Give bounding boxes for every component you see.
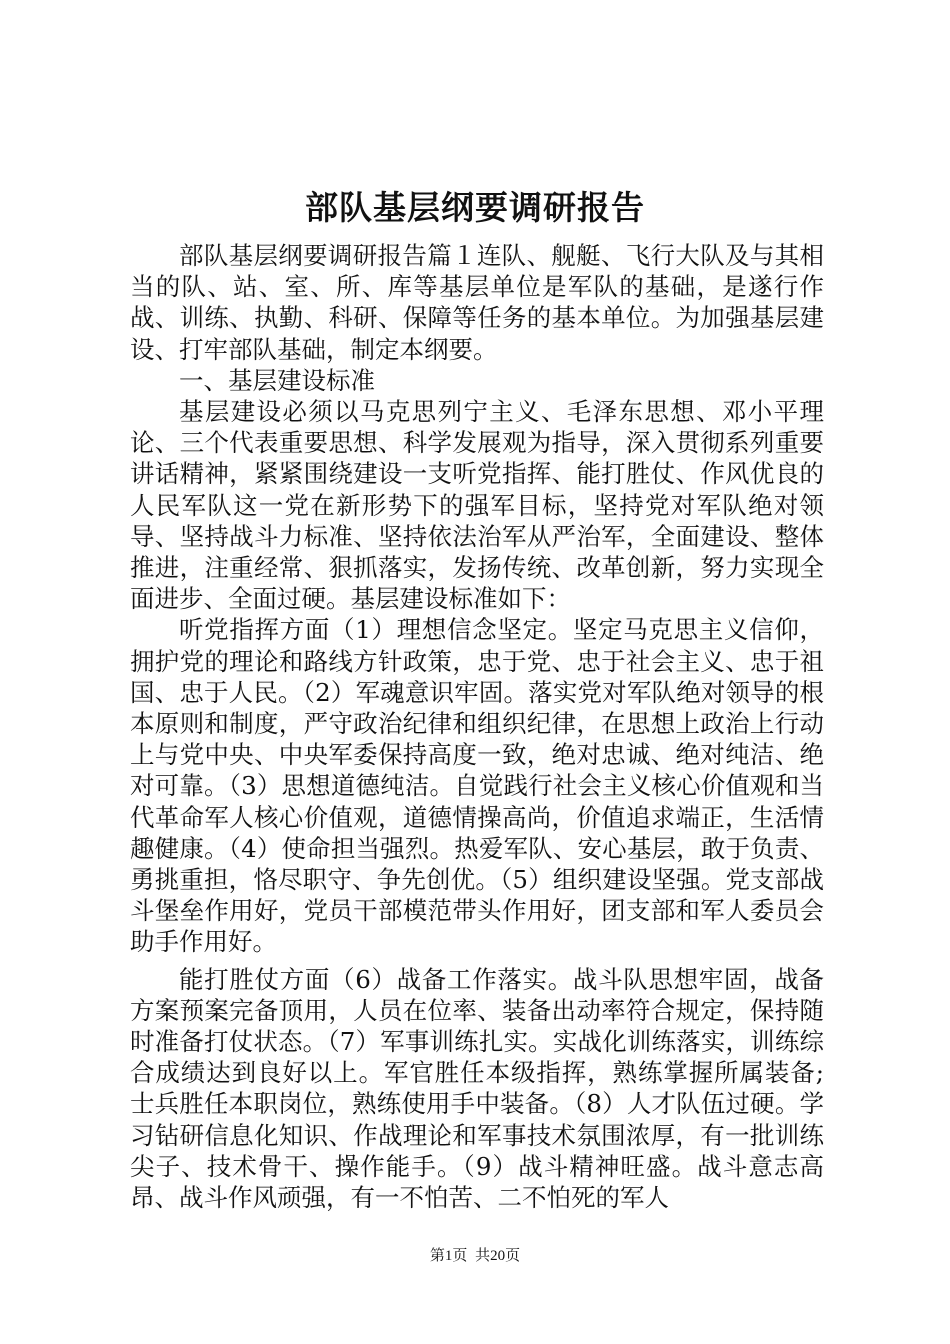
paragraph-party-command: 听党指挥方面（1）理想信念坚定。坚定马克思主义信仰，拥护党的理论和路线方针政策，忠于党、忠于社会主义、忠于祖国、忠于人民。（2）军魂意识牢固。落实党对军队绝对领导的根本原则和制度，严守政治纪律和组织纪律，在思想上政治上行动上与党中央、中央军委保持高度一致，绝对忠诚、绝对纯洁、绝对可靠。（3）思想道德纯洁。自觉践行社会主义核心价值观和当代革命军人核心价值观，道德情操高尚，价值追求端正，生活情趣健康。（4）使命担当强烈。热爱军队、安心基层，敢于负责、勇挑重担，恪尽职守、争先创优。（5）组织建设坚强。党支部战斗堡垒作用好，党员干部模范带头作用好，团支部和军人委员会助手作用好。 [130,615,824,957]
document-body [130,240,824,1213]
paragraph-guideline: 基层建设必须以马克思列宁主义、毛泽东思想、邓小平理论、三个代表重要思想、科学发展观为指导，深入贯彻系列重要讲话精神，紧紧围绕建设一支听党指挥、能打胜仗、作风优良的人民军队这一党在新形势下的强军目标，坚持党对军队绝对领导、坚持战斗力标准、坚持依法治军从严治军，全面建设、整体推进，注重经常、狠抓落实，发扬传统、改革创新，努力实现全面进步、全面过硬。基层建设标准如下： [130,397,824,614]
document-title: 部队基层纲要调研报告 [305,188,645,227]
page-number: 第1页 [429,1248,468,1264]
page-total: 共20页 [475,1248,521,1264]
section-heading: 一、基层建设标准 [179,365,375,395]
page-footer [0,1246,950,1266]
paragraph-intro: 部队基层纲要调研报告篇１连队、舰艇、飞行大队及与其相当的队、站、室、所、库等基层单位是军队的基础，是遂行作战、训练、执勤、科研、保障等任务的基本单位。为加强基层建设、打牢部队基础，制定本纲要。 [130,241,824,364]
paragraph-combat-ready: 能打胜仗方面（6）战备工作落实。战斗队思想牢固，战备方案预案完备顶用，人员在位率、装备出动率符合规定，保持随时准备打仗状态。（7）军事训练扎实。实战化训练落实，训练综合成绩达到良好以上。军官胜任本级指挥，熟练掌握所属装备;士兵胜任本职岗位，熟练使用手中装备。（8）人才队伍过硬。学习钻研信息化知识、作战理论和军事技术氛围浓厚，有一批训练尖子、技术骨干、操作能手。（9）战斗精神旺盛。战斗意志高昂、战斗作风顽强，有一不怕苦、二不怕死的军人 [130,964,824,1213]
